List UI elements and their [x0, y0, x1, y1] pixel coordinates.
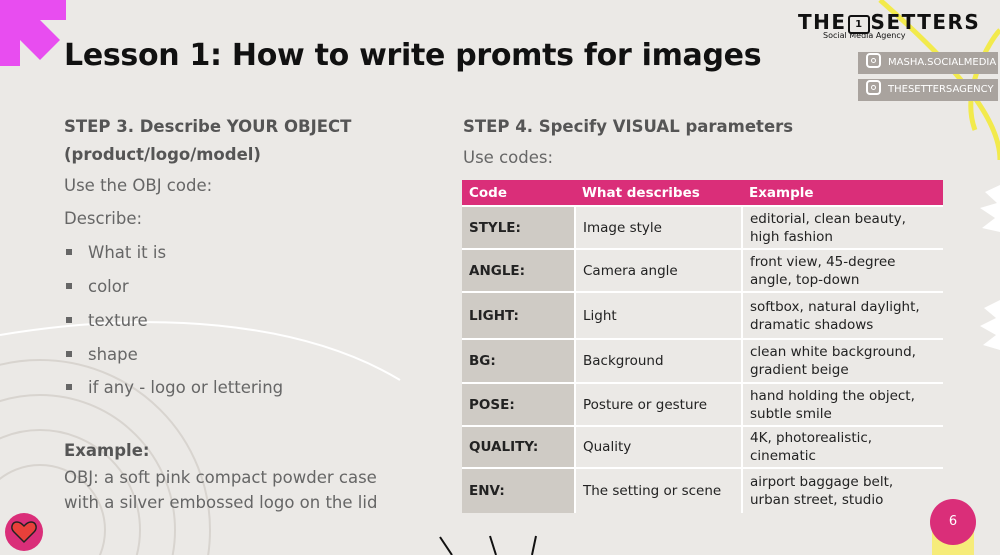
list-item: [66, 345, 138, 364]
table-cell-desc: Light: [575, 292, 742, 339]
table-cell-desc: The setting or scene: [575, 468, 742, 513]
slide-title: Lesson 1: How to write promts for images: [64, 38, 762, 73]
list-item-text: shape: [88, 345, 138, 364]
list-item-text: color: [88, 277, 129, 296]
dash-lines-decoration: [440, 536, 536, 555]
example-text: OBJ: a soft pink compact powder case with a silver embossed logo on the lid: [64, 468, 378, 512]
step3-heading: STEP 3. Describe YOUR OBJECT (product/logo/model): [64, 117, 352, 164]
table-cell-code: POSE:: [462, 383, 575, 426]
step4-heading: STEP 4. Specify VISUAL parameters: [463, 117, 794, 136]
table-cell-desc: Camera angle: [575, 249, 742, 292]
heart-badge: [5, 513, 43, 551]
heart-icon: [5, 513, 43, 551]
table-cell-example: hand holding the object, subtle smile: [742, 383, 943, 426]
bullet-square-icon: [66, 283, 72, 289]
brand-name-right: SETTERS: [870, 10, 981, 34]
list-item: [66, 311, 148, 330]
list-item-text: texture: [88, 311, 148, 330]
codes-table: [462, 180, 943, 513]
table-cell-example: airport baggage belt, urban street, studio: [742, 468, 943, 513]
step3-describe: Describe:: [64, 209, 143, 228]
table-row: [462, 249, 943, 292]
brand-tagline: Social Media Agency: [823, 31, 906, 40]
example-label: Example:: [64, 441, 150, 460]
heart-notification-icon: 1: [848, 15, 870, 34]
step3-use-code: Use the OBJ code:: [64, 176, 213, 195]
table-row: [462, 468, 943, 513]
page-number: 6: [930, 499, 976, 545]
social-handle-setters[interactable]: [858, 79, 998, 101]
social-handle-text: MASHA.SOCIALMEDIA: [888, 57, 997, 68]
table-cell-code: STYLE:: [462, 206, 575, 249]
social-handle-text: THESETTERSAGENCY: [888, 84, 994, 95]
table-row: [462, 206, 943, 249]
bullet-square-icon: [66, 351, 72, 357]
table-row: [462, 426, 943, 468]
table-cell-code: ENV:: [462, 468, 575, 513]
step4-use-codes: Use codes:: [463, 148, 554, 167]
table-cell-code: LIGHT:: [462, 292, 575, 339]
arc-line-decoration: [0, 322, 400, 380]
list-item-text: What it is: [88, 243, 167, 262]
table-cell-desc: Image style: [575, 206, 742, 249]
starburst-decoration: [980, 185, 1000, 232]
table-cell-example: softbox, natural daylight, dramatic shadows: [742, 292, 943, 339]
list-item: [66, 378, 283, 397]
brand-name-left: THE: [798, 10, 847, 34]
table-row: [462, 339, 943, 383]
table-cell-example: clean white background, gradient beige: [742, 339, 943, 383]
table-header-row: [462, 180, 943, 206]
instagram-icon: [866, 80, 881, 95]
list-item: [66, 243, 166, 262]
social-handle-masha[interactable]: [858, 52, 998, 74]
bullet-square-icon: [66, 249, 72, 255]
bullet-square-icon: [66, 317, 72, 323]
table-cell-desc: Quality: [575, 426, 742, 468]
table-cell-desc: Background: [575, 339, 742, 383]
list-item: [66, 277, 129, 296]
list-item-text: if any - logo or lettering: [88, 378, 284, 397]
table-row: [462, 292, 943, 339]
magenta-arrow-decoration: [0, 0, 66, 66]
table-cell-example: 4K, photorealistic, cinematic: [742, 426, 943, 468]
table-cell-example: editorial, clean beauty, high fashion: [742, 206, 943, 249]
starburst-decoration: [980, 300, 1000, 350]
bullet-square-icon: [66, 384, 72, 390]
table-cell-desc: Posture or gesture: [575, 383, 742, 426]
table-cell-code: BG:: [462, 339, 575, 383]
table-row: [462, 383, 943, 426]
table-cell-example: front view, 45-degree angle, top-down: [742, 249, 943, 292]
column-header-code: Code: [462, 180, 575, 206]
table-cell-code: ANGLE:: [462, 249, 575, 292]
column-header-example: Example: [742, 180, 943, 206]
instagram-icon: [866, 53, 881, 68]
table-cell-code: QUALITY:: [462, 426, 575, 468]
column-header-describes: What describes: [575, 180, 742, 206]
